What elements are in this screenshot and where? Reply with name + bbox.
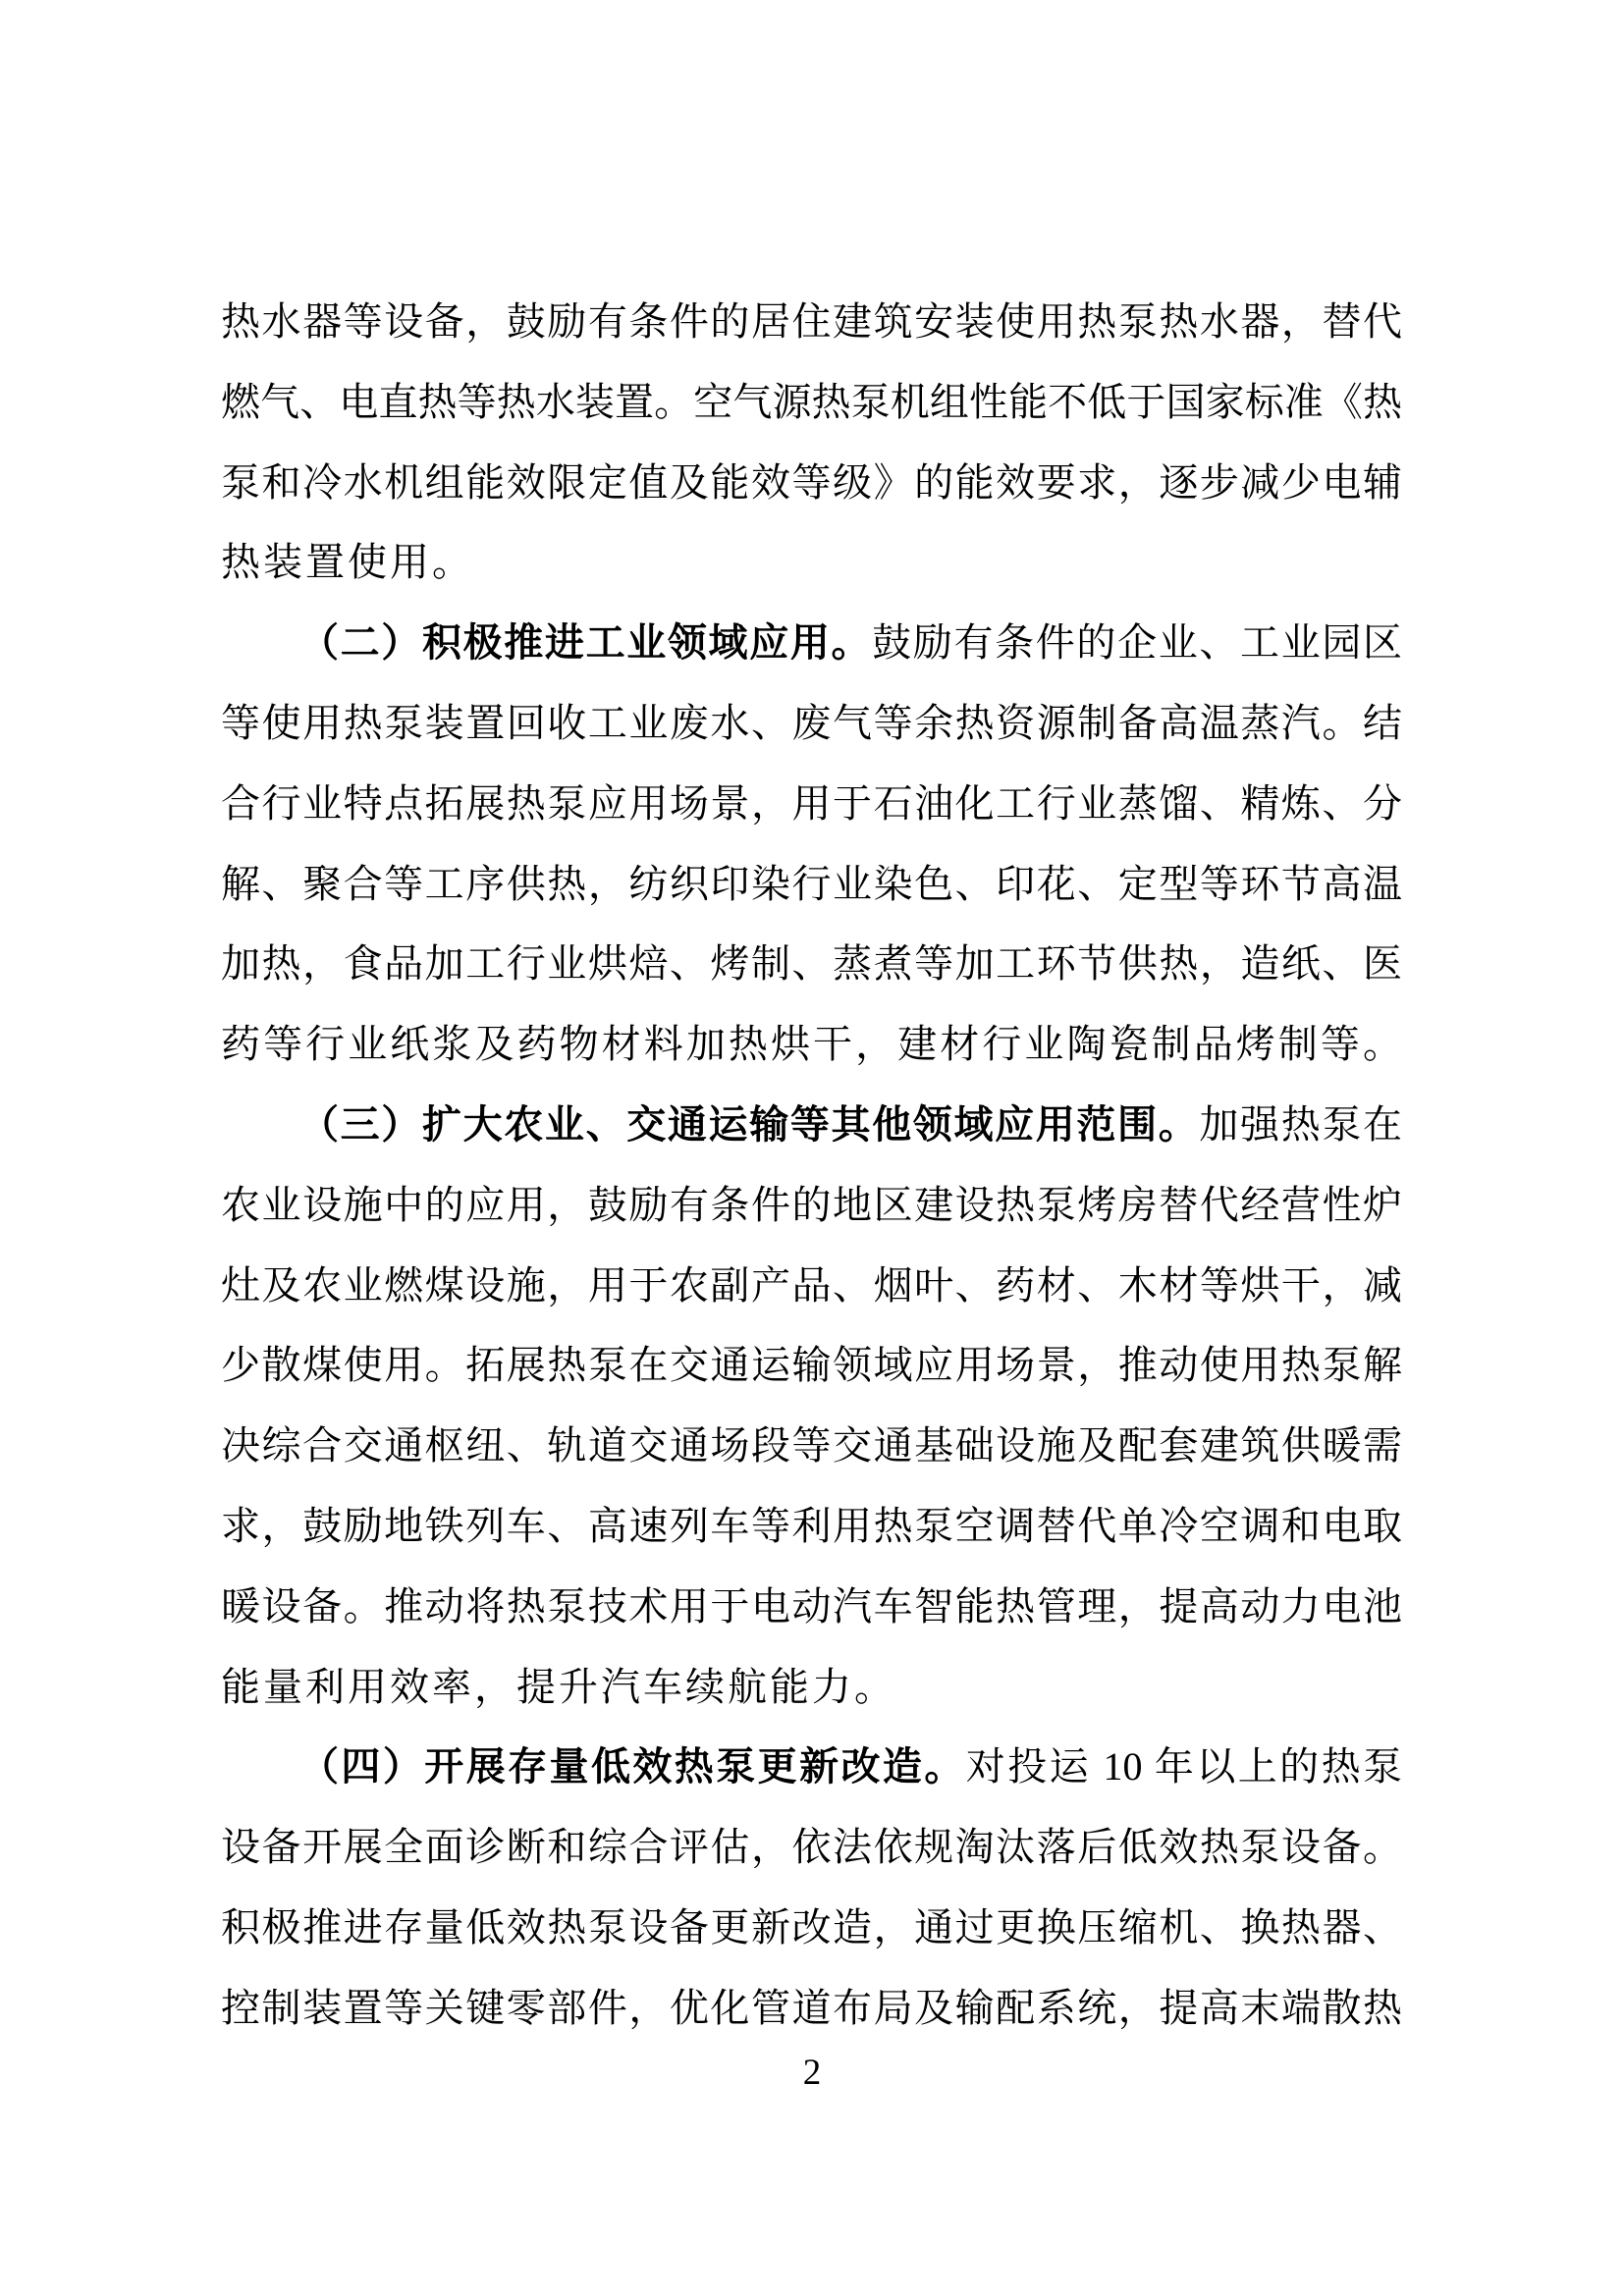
body-text: 求，鼓励地铁列车、高速列车等利用热泵空调替代单冷空调和电取 [221, 1503, 1402, 1548]
text-line [221, 362, 1402, 443]
body-text: 泵和冷水机组能效限定值及能效等级》的能效要求，逐步减少电辅 [221, 459, 1402, 505]
section-heading: （三）扩大农业、交通运输等其他领域应用范围。 [299, 1101, 1200, 1147]
text-line [221, 1807, 1402, 1888]
body-text: 加强热泵在 [1199, 1101, 1403, 1147]
body-text: 灶及农业燃煤设施，用于农副产品、烟叶、药材、木材等烘干，减 [221, 1262, 1402, 1308]
body-text: 少散煤使用。拓展热泵在交通运输领域应用场景，推动使用热泵解 [221, 1343, 1402, 1388]
text-line [221, 1085, 1402, 1165]
section-heading: （二）积极推进工业领域应用。 [299, 620, 873, 666]
text-line [221, 1647, 1402, 1728]
body-text: 燃气、电直热等热水装置。空气源热泵机组性能不低于国家标准《热 [221, 379, 1402, 424]
body-text: 鼓励有条件的企业、工业园区 [872, 620, 1403, 666]
body-text: 合行业特点拓展热泵应用场景，用于石油化工行业蒸馏、精炼、分 [221, 780, 1402, 826]
body-text: 对投运 10 年以上的热泵 [965, 1744, 1403, 1789]
text-line [221, 1325, 1402, 1406]
text-line [221, 683, 1402, 764]
text-line [221, 522, 1402, 603]
body-text: 农业设施中的应用，鼓励有条件的地区建设热泵烤房替代经营性炉 [221, 1182, 1402, 1227]
page-number: 2 [802, 2053, 822, 2093]
text-line [221, 764, 1402, 844]
body-text: 控制装置等关键零部件，优化管道布局及输配系统，提高末端散热 [221, 1985, 1402, 2030]
body-text: 热装置使用。 [221, 540, 474, 585]
body-text: 设备开展全面诊断和综合评估，依法依规淘汰落后低效热泵设备。 [221, 1825, 1402, 1870]
text-line [221, 282, 1402, 362]
body-text: 热水器等设备，鼓励有条件的居住建筑安装使用热泵热水器，替代 [221, 299, 1402, 344]
body-text: 解、聚合等工序供热，纺织印染行业染色、印花、定型等环节高温 [221, 861, 1402, 906]
text-line [221, 924, 1402, 1004]
text-line [221, 1165, 1402, 1246]
text-line [221, 1567, 1402, 1647]
body-text: 药等行业纸浆及药物材料加热烘干，建材行业陶瓷制品烤制等。 [221, 1022, 1402, 1067]
page-footer [0, 2050, 1624, 2097]
text-line [221, 1246, 1402, 1326]
body-text: 积极推进存量低效热泵设备更新改造，通过更换压缩机、换热器、 [221, 1904, 1402, 1949]
text-line [221, 443, 1402, 523]
body-text: 等使用热泵装置回收工业废水、废气等余热资源制备高温蒸汽。结 [221, 700, 1402, 745]
text-line [221, 1406, 1402, 1486]
body-text: 暖设备。推动将热泵技术用于电动汽车智能热管理，提高动力电池 [221, 1583, 1402, 1629]
text-line [221, 603, 1402, 683]
section-heading: （四）开展存量低效热泵更新改造。 [299, 1744, 966, 1789]
text-line [221, 1968, 1402, 2049]
text-line [221, 1486, 1402, 1567]
body-text: 能量利用效率，提升汽车续航能力。 [221, 1664, 896, 1709]
text-line [221, 1727, 1402, 1807]
text-line [221, 1888, 1402, 1968]
text-line [221, 1004, 1402, 1085]
body-text: 加热，食品加工行业烘焙、烤制、蒸煮等加工环节供热，造纸、医 [221, 941, 1402, 987]
body-text: 决综合交通枢纽、轨道交通场段等交通基础设施及配套建筑供暖需 [221, 1423, 1402, 1468]
text-line [221, 844, 1402, 925]
document-body [221, 282, 1402, 2049]
